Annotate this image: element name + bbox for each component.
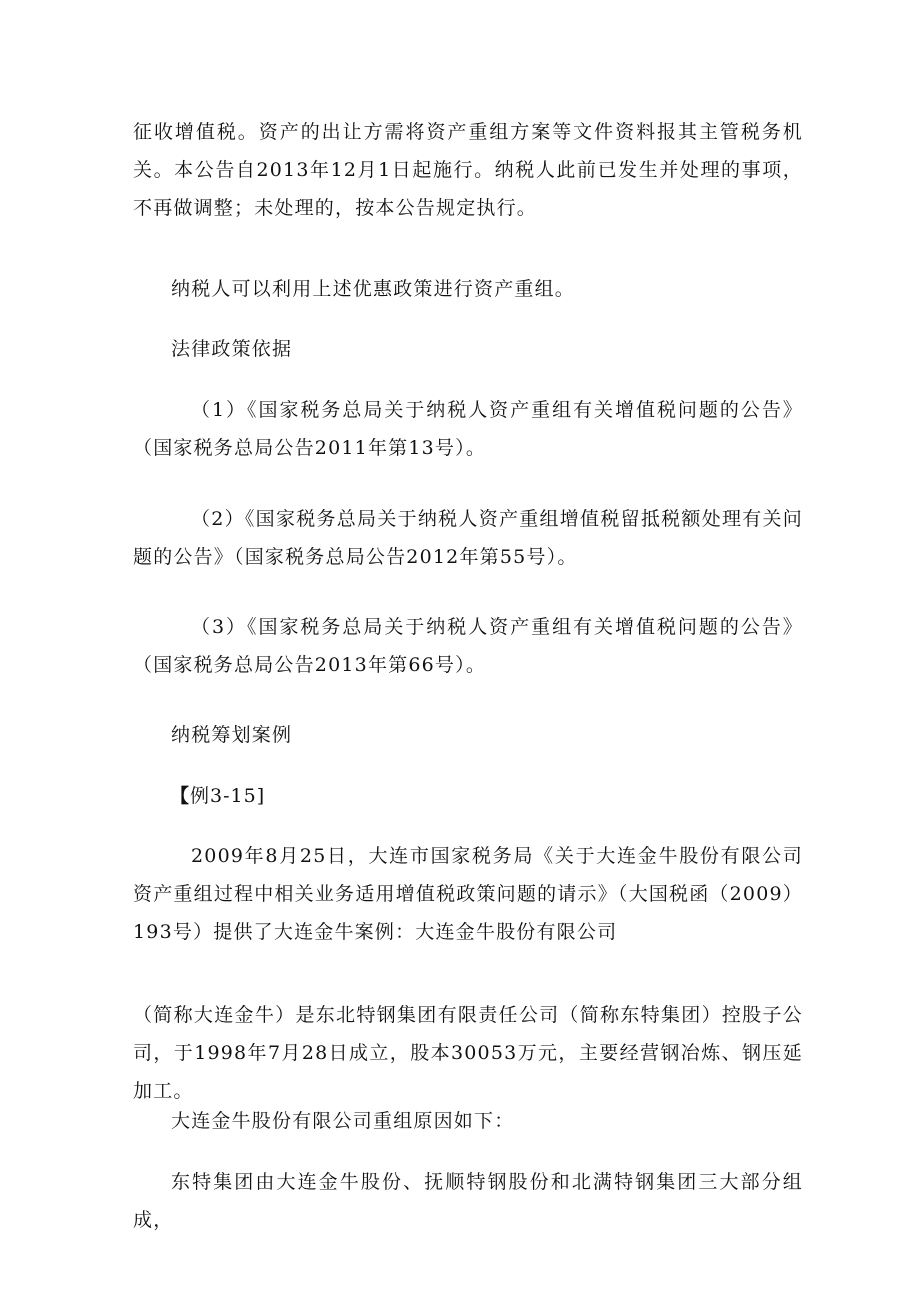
paragraph-9: （简称大连金牛）是东北特钢集团有限责任公司（简称东特集团）控股子公司，于1998年7月28日成立，股本30053万元，主要经营钢冶炼、钢压延加工。 xyxy=(133,1004,803,1102)
example-bracket: 【 xyxy=(170,785,191,807)
paragraph-5: （2）《国家税务总局关于纳税人资产重组增值税留抵税额处理有关问题的公告》（国家税务总局公告2012年第55号）。 xyxy=(133,508,803,568)
paragraph-10: 大连金牛股份有限公司重组原因如下： xyxy=(171,1110,515,1132)
paragraph-1: 征收增值税。资产的出让方需将资产重组方案等文件资料报其主管税务机关。本公告自2013年12月1日起施行。纳税人此前已发生并处理的事项，不再做调整；未处理的，按本公告规定执行。 xyxy=(133,121,803,219)
example-number: 例3-15] xyxy=(190,785,266,807)
paragraph-7: 纳税筹划案例 xyxy=(171,724,293,746)
paragraph-2: 纳税人可以利用上述优惠政策进行资产重组。 xyxy=(171,278,576,300)
paragraph-8: 2009年8月25日，大连市国家税务局《关于大连金牛股份有限公司资产重组过程中相关业务适用增值税政策问题的请示》（大国税函（2009）193号）提供了大连金牛案例：大连金牛股份有限公司 xyxy=(133,845,803,943)
paragraph-3: 法律政策依据 xyxy=(171,338,293,360)
example-label xyxy=(170,777,265,815)
paragraph-6: （3）《国家税务总局关于纳税人资产重组有关增值税问题的公告》（国家税务总局公告2013年第66号）。 xyxy=(133,616,803,676)
paragraph-4: （1）《国家税务总局关于纳税人资产重组有关增值税问题的公告》（国家税务总局公告2011年第13号）。 xyxy=(133,399,803,459)
paragraph-11: 东特集团由大连金牛股份、抚顺特钢股份和北满特钢集团三大部分组成， xyxy=(133,1171,803,1231)
